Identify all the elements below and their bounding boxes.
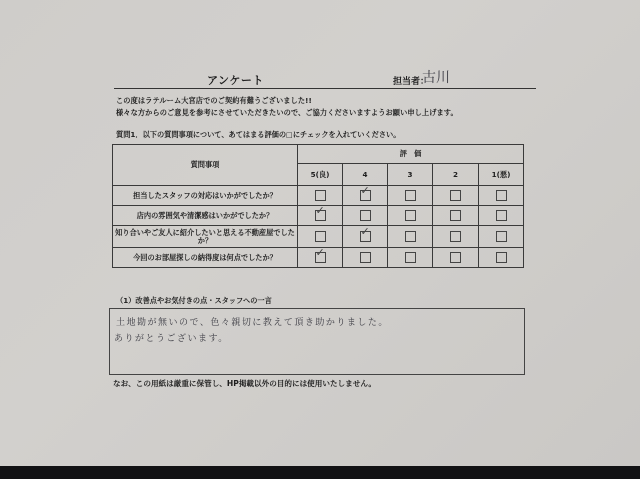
header-question: 質問事項 bbox=[113, 145, 298, 186]
checkbox[interactable] bbox=[450, 231, 461, 242]
check-mark-icon: ✓ bbox=[360, 184, 370, 197]
table-row bbox=[113, 206, 524, 226]
footer-note: なお、この用紙は厳重に保管し、HP掲載以外の目的には使用いたしません。 bbox=[113, 379, 376, 388]
checkbox[interactable] bbox=[450, 210, 461, 221]
checkbox[interactable] bbox=[496, 231, 507, 242]
comment-textarea[interactable] bbox=[109, 308, 525, 375]
checkbox[interactable] bbox=[496, 190, 507, 201]
form-title: アンケート bbox=[207, 74, 264, 87]
comment-line-1: 土地勘が無いので、色々親切に教えて頂き助かりました。 bbox=[116, 318, 389, 328]
checkbox[interactable] bbox=[450, 252, 461, 263]
checkbox[interactable] bbox=[450, 190, 461, 201]
checkbox[interactable] bbox=[360, 210, 371, 221]
table-row bbox=[113, 226, 524, 248]
checkbox[interactable] bbox=[405, 190, 416, 201]
checkbox-checked[interactable] bbox=[315, 204, 326, 221]
checkbox[interactable] bbox=[405, 231, 416, 242]
rating-table bbox=[112, 144, 524, 268]
question-text: 担当したスタッフの対応はいかがでしたか？ bbox=[113, 186, 298, 206]
title-underline bbox=[114, 88, 536, 89]
checkbox[interactable] bbox=[405, 210, 416, 221]
comment-heading: （1）改善点やお気付きの点・スタッフへの一言 bbox=[116, 296, 272, 305]
checkbox[interactable] bbox=[315, 231, 326, 242]
table-row bbox=[113, 186, 524, 206]
check-mark-icon: ✓ bbox=[360, 225, 370, 238]
checkbox[interactable] bbox=[315, 190, 326, 201]
desk-background bbox=[0, 466, 640, 479]
staff-label: 担当者： bbox=[393, 77, 430, 87]
checkbox-checked[interactable] bbox=[360, 225, 371, 242]
question-text: 店内の雰囲気や清潔感はいかがでしたか？ bbox=[113, 206, 298, 226]
question-text: 今回のお部屋探しの納得度は何点でしたか？ bbox=[113, 248, 298, 268]
checkbox-checked[interactable] bbox=[360, 184, 371, 201]
staff-name-handwritten: 古川 bbox=[422, 70, 450, 86]
check-mark-icon: ✓ bbox=[315, 246, 325, 259]
column-1-bad: 1(悪) bbox=[479, 164, 524, 186]
column-3: 3 bbox=[388, 164, 433, 186]
question-text: 知り合いやご友人に紹介したいと思える不動産屋でしたか？ bbox=[113, 226, 298, 248]
checkbox-checked[interactable] bbox=[315, 246, 326, 263]
checkbox[interactable] bbox=[360, 252, 371, 263]
checkbox[interactable] bbox=[405, 252, 416, 263]
column-2: 2 bbox=[433, 164, 479, 186]
column-4: 4 bbox=[343, 164, 388, 186]
checkbox[interactable] bbox=[496, 252, 507, 263]
checkbox[interactable] bbox=[496, 210, 507, 221]
column-5-good: 5(良) bbox=[298, 164, 343, 186]
intro-line-1: この度はラテルーム大宮店でのご契約有難うございました!! bbox=[116, 96, 312, 105]
comment-line-2: ありがとうございます。 bbox=[114, 334, 229, 344]
intro-line-2: 様々な方からのご意見を参考にさせていただきたいので、ご協力くださいますようお願い申し上げます。 bbox=[116, 108, 458, 117]
question-1-instruction: 質問1．以下の質問事項について、あてはまる評価の□にチェックを入れていください。 bbox=[116, 130, 401, 139]
header-rating: 評 価 bbox=[298, 145, 524, 164]
check-mark-icon: ✓ bbox=[315, 204, 325, 217]
table-row bbox=[113, 248, 524, 268]
